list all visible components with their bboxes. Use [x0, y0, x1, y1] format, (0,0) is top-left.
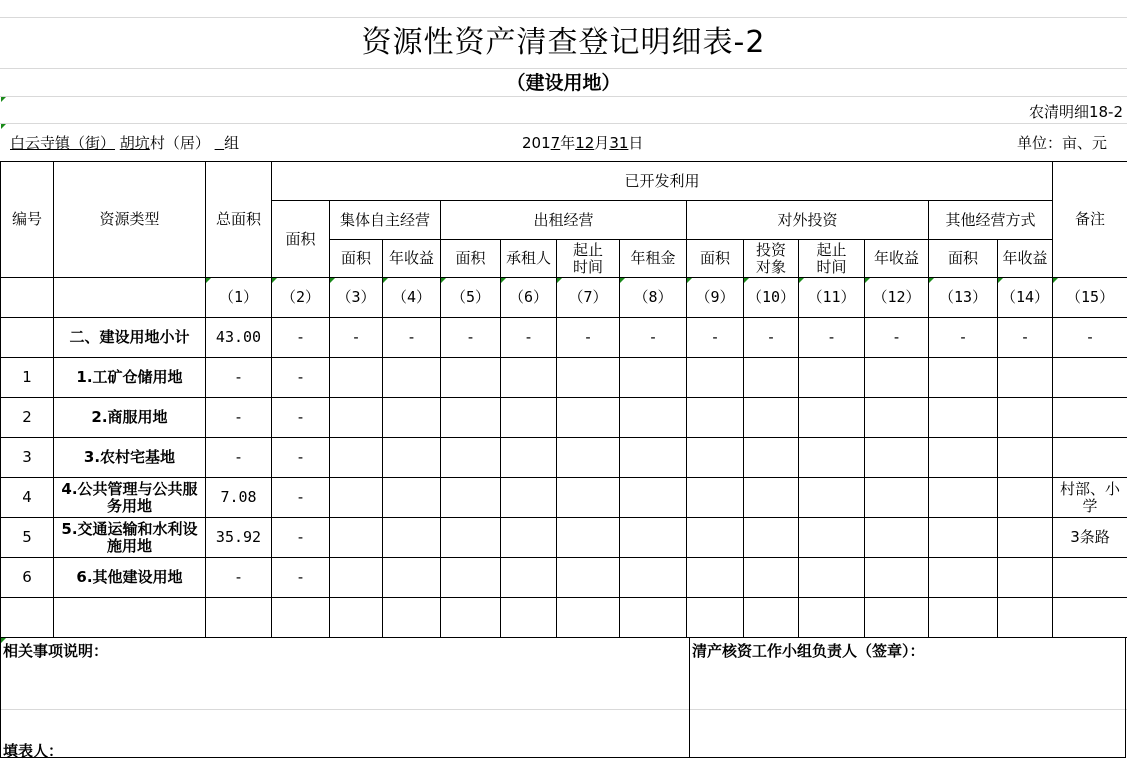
empty-cell — [865, 558, 929, 598]
empty-cell — [744, 478, 799, 518]
comment-marker-icon — [206, 278, 211, 283]
empty-cell — [998, 518, 1053, 558]
comment-marker-icon — [1053, 278, 1058, 283]
comment-marker-icon — [865, 278, 870, 283]
header-invest: 对外投资 — [687, 201, 929, 240]
subtotal-cell: - — [1053, 318, 1127, 358]
column-number: （3） — [330, 278, 383, 318]
developed-area: - — [272, 558, 330, 598]
filler-label: 填表人： — [3, 740, 63, 761]
total-area: - — [206, 558, 272, 598]
subtotal-cell: - — [744, 318, 799, 358]
column-number: （13） — [929, 278, 998, 318]
empty-cell — [620, 358, 687, 398]
row-number: 1 — [1, 358, 54, 398]
subheader-income: 年收益 — [865, 240, 929, 278]
empty-cell — [501, 398, 557, 438]
town-name: 白云寺镇（街） — [10, 134, 115, 152]
empty-cell — [330, 358, 383, 398]
subheader-area: 面积 — [330, 240, 383, 278]
subtotal-cell: - — [501, 318, 557, 358]
empty-cell — [929, 558, 998, 598]
resource-type: 4.公共管理与公共服务用地 — [54, 478, 206, 518]
empty-cell — [383, 398, 441, 438]
empty-cell — [744, 518, 799, 558]
empty-cell — [501, 518, 557, 558]
column-number: （1） — [206, 278, 272, 318]
resource-type: 6.其他建设用地 — [54, 558, 206, 598]
village-name: 胡坑 — [120, 134, 150, 152]
empty-cell — [441, 398, 501, 438]
header-developed: 已开发利用 — [272, 162, 1053, 201]
empty-cell — [687, 358, 744, 398]
data-rows — [1, 358, 1127, 598]
empty-cell — [501, 358, 557, 398]
empty-cell — [501, 558, 557, 598]
location-line — [10, 132, 239, 154]
notes-label: 相关事项说明： — [3, 640, 108, 661]
resource-type: 5.交通运输和水利设施用地 — [54, 518, 206, 558]
header-area: 面积 — [272, 201, 330, 278]
village-suffix: 村（居） — [150, 134, 210, 152]
comment-marker-icon — [383, 278, 388, 283]
comment-marker-icon — [1, 124, 6, 129]
empty-cell — [441, 358, 501, 398]
empty-cell — [687, 558, 744, 598]
subtotal-cell: - — [687, 318, 744, 358]
column-number: （11） — [799, 278, 865, 318]
row-number: 5 — [1, 518, 54, 558]
header-rent: 出租经营 — [441, 201, 687, 240]
remark-cell — [1053, 558, 1127, 598]
column-number-row — [1, 278, 1127, 318]
comment-marker-icon — [687, 278, 692, 283]
row-number: 4 — [1, 478, 54, 518]
asset-table — [0, 161, 1127, 638]
empty-cell — [799, 558, 865, 598]
empty-cell — [557, 358, 620, 398]
empty-cell — [998, 358, 1053, 398]
empty-cell — [330, 518, 383, 558]
column-number: （6） — [501, 278, 557, 318]
comment-marker-icon — [1, 638, 6, 643]
empty-cell — [620, 398, 687, 438]
empty-cell — [744, 438, 799, 478]
subtotal-cell: - — [929, 318, 998, 358]
empty-cell — [330, 558, 383, 598]
developed-area: - — [272, 518, 330, 558]
empty-cell — [620, 478, 687, 518]
column-number: （5） — [441, 278, 501, 318]
table-row — [1, 558, 1127, 598]
empty-cell — [865, 358, 929, 398]
page-subtitle: （建设用地） — [0, 70, 1127, 96]
empty-cell — [620, 438, 687, 478]
comment-marker-icon — [929, 278, 934, 283]
sheet-gridline — [0, 68, 1127, 69]
subtotal-cell: - — [557, 318, 620, 358]
subtotal-cell: - — [441, 318, 501, 358]
unit-label: 单位：亩、元 — [1017, 132, 1107, 154]
empty-cell — [998, 398, 1053, 438]
comment-marker-icon — [620, 278, 625, 283]
total-area: - — [206, 358, 272, 398]
comment-marker-icon — [799, 278, 804, 283]
empty-cell — [744, 358, 799, 398]
empty-cell — [799, 438, 865, 478]
comment-marker-icon — [441, 278, 446, 283]
empty-cell — [744, 558, 799, 598]
blank-row — [1, 598, 1127, 638]
group-blank — [215, 134, 225, 152]
resource-type: 3.农村宅基地 — [54, 438, 206, 478]
empty-cell — [799, 358, 865, 398]
subheader-period: 起止 时间 — [557, 240, 620, 278]
empty-cell — [501, 438, 557, 478]
empty-cell — [383, 478, 441, 518]
comment-marker-icon — [744, 278, 749, 283]
empty-cell — [929, 518, 998, 558]
subtotal-cell: - — [620, 318, 687, 358]
subtotal-cell: - — [383, 318, 441, 358]
comment-marker-icon — [501, 278, 506, 283]
empty-cell — [799, 518, 865, 558]
total-area: 7.08 — [206, 478, 272, 518]
empty-cell — [998, 438, 1053, 478]
column-number: （15） — [1053, 278, 1127, 318]
comment-marker-icon — [272, 278, 277, 283]
empty-cell — [929, 358, 998, 398]
total-area: - — [206, 438, 272, 478]
subtotal-cell: - — [998, 318, 1053, 358]
empty-cell — [620, 558, 687, 598]
table-row — [1, 478, 1127, 518]
developed-area: - — [272, 438, 330, 478]
empty-cell — [501, 478, 557, 518]
empty-cell — [330, 398, 383, 438]
empty-cell — [557, 478, 620, 518]
page-title: 资源性资产清查登记明细表-2 — [0, 18, 1127, 68]
empty-cell — [557, 558, 620, 598]
empty-cell — [383, 558, 441, 598]
row-number: 3 — [1, 438, 54, 478]
empty-cell — [383, 518, 441, 558]
form-code: 农清明细18-2 — [1029, 101, 1123, 122]
header-collective: 集体自主经营 — [330, 201, 441, 240]
empty-cell — [441, 518, 501, 558]
empty-cell — [687, 478, 744, 518]
resource-type: 2.商服用地 — [54, 398, 206, 438]
column-number: （12） — [865, 278, 929, 318]
remark-cell: 村部、小学 — [1053, 478, 1127, 518]
table-row — [1, 518, 1127, 558]
subheader-period: 起止 时间 — [799, 240, 865, 278]
total-area: - — [206, 398, 272, 438]
column-number: （10） — [744, 278, 799, 318]
empty-cell — [744, 398, 799, 438]
subheader-rent: 年租金 — [620, 240, 687, 278]
empty-cell — [998, 478, 1053, 518]
empty-cell — [687, 398, 744, 438]
comment-marker-icon — [557, 278, 562, 283]
subtotal-cell: - — [272, 318, 330, 358]
column-number: （8） — [620, 278, 687, 318]
empty-cell — [330, 438, 383, 478]
header-no: 编号 — [1, 162, 54, 278]
column-number: （7） — [557, 278, 620, 318]
table-row — [1, 398, 1127, 438]
empty-cell — [799, 478, 865, 518]
subtotal-row — [1, 318, 1127, 358]
comment-marker-icon — [1, 97, 6, 102]
empty-cell — [865, 438, 929, 478]
empty-cell — [620, 518, 687, 558]
total-area: 35.92 — [206, 518, 272, 558]
remark-cell — [1053, 438, 1127, 478]
subtotal-cell: 43.00 — [206, 318, 272, 358]
table-row — [1, 358, 1127, 398]
empty-cell — [865, 398, 929, 438]
header-remark: 备注 — [1053, 162, 1127, 278]
leader-label: 清产核资工作小组负责人（签章）： — [692, 640, 925, 661]
header-total-area: 总面积 — [206, 162, 272, 278]
table-row — [1, 438, 1127, 478]
empty-cell — [687, 438, 744, 478]
row-number: 6 — [1, 558, 54, 598]
empty-cell — [865, 518, 929, 558]
column-number: （2） — [272, 278, 330, 318]
subheader-area: 面积 — [929, 240, 998, 278]
sheet-gridline — [0, 96, 1127, 97]
subheader-tenant: 承租人 — [501, 240, 557, 278]
subheader-income: 年收益 — [998, 240, 1053, 278]
subheader-area: 面积 — [687, 240, 744, 278]
empty-cell — [441, 558, 501, 598]
empty-cell — [383, 358, 441, 398]
empty-cell — [557, 438, 620, 478]
empty-cell — [687, 518, 744, 558]
subtotal-cell: - — [865, 318, 929, 358]
subtotal-cell: - — [799, 318, 865, 358]
empty-cell — [383, 438, 441, 478]
row-number: 2 — [1, 398, 54, 438]
remark-cell: 3条路 — [1053, 518, 1127, 558]
column-number: （4） — [383, 278, 441, 318]
empty-cell — [998, 558, 1053, 598]
empty-cell — [441, 478, 501, 518]
column-number: （9） — [687, 278, 744, 318]
subheader-target: 投资 对象 — [744, 240, 799, 278]
subtotal-cell: - — [330, 318, 383, 358]
header-type: 资源类型 — [54, 162, 206, 278]
subtotal-label: 二、建设用地小计 — [54, 318, 206, 358]
empty-cell — [557, 518, 620, 558]
sheet-gridline — [0, 123, 1127, 124]
subheader-area: 面积 — [441, 240, 501, 278]
remark-cell — [1053, 398, 1127, 438]
group-suffix: 组 — [224, 134, 239, 152]
resource-type: 1.工矿仓储用地 — [54, 358, 206, 398]
empty-cell — [799, 398, 865, 438]
developed-area: - — [272, 398, 330, 438]
report-date: 2017年12月31日 — [522, 132, 643, 154]
header-other: 其他经营方式 — [929, 201, 1053, 240]
empty-cell — [929, 478, 998, 518]
empty-cell — [865, 478, 929, 518]
remark-cell — [1053, 358, 1127, 398]
subheader-income: 年收益 — [383, 240, 441, 278]
empty-cell — [557, 398, 620, 438]
comment-marker-icon — [330, 278, 335, 283]
empty-cell — [441, 438, 501, 478]
empty-cell — [929, 438, 998, 478]
empty-cell — [330, 478, 383, 518]
developed-area: - — [272, 478, 330, 518]
developed-area: - — [272, 358, 330, 398]
column-number: （14） — [998, 278, 1053, 318]
empty-cell — [929, 398, 998, 438]
comment-marker-icon — [998, 278, 1003, 283]
